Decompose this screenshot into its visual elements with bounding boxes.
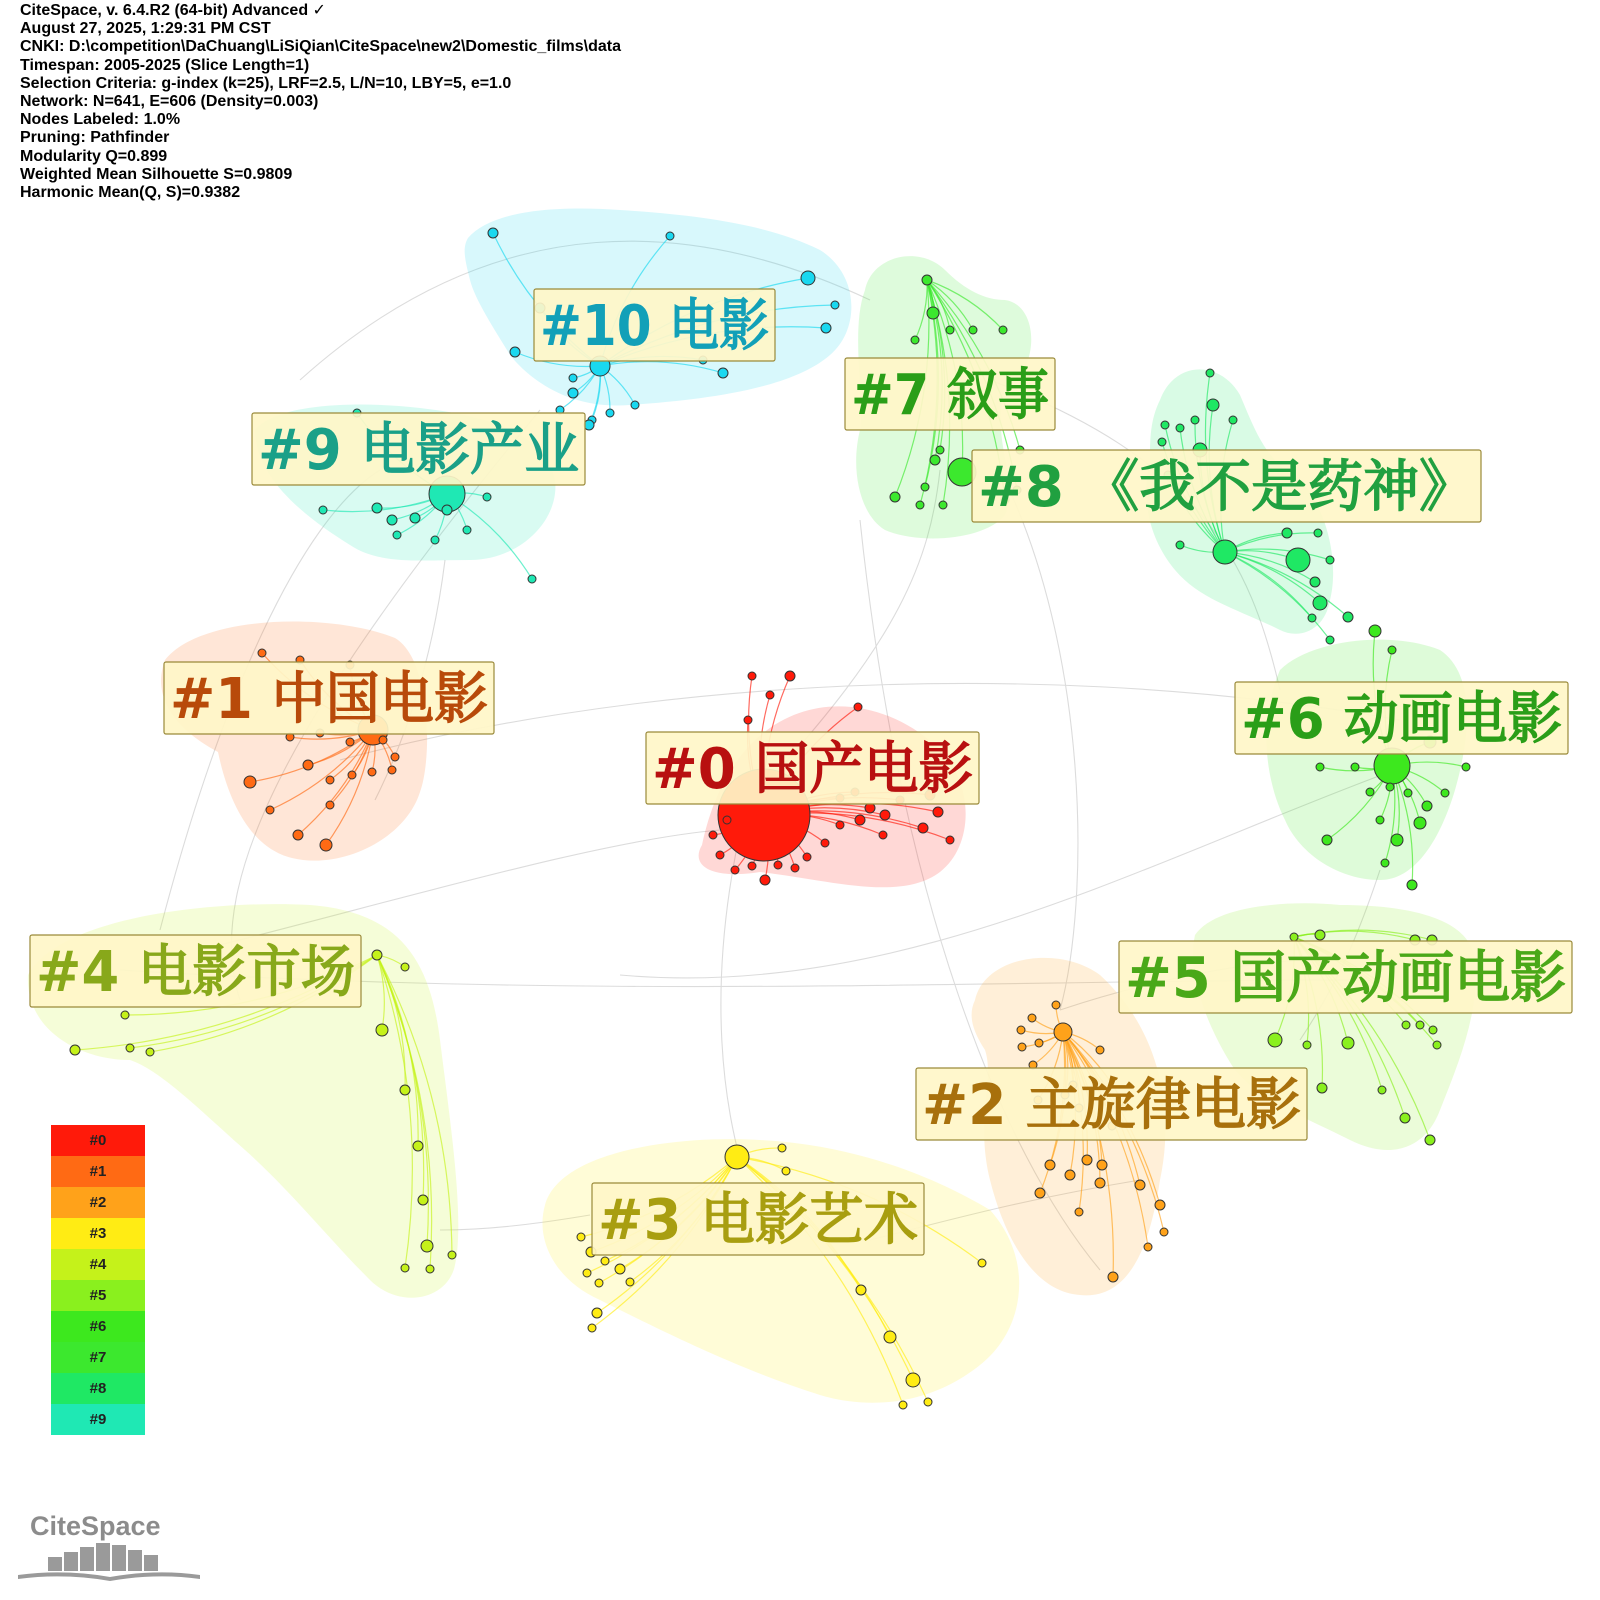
node[interactable] <box>918 823 928 833</box>
node[interactable] <box>930 455 940 465</box>
node[interactable] <box>1052 1001 1060 1009</box>
node[interactable] <box>1369 625 1381 637</box>
node[interactable] <box>126 1044 134 1052</box>
node[interactable] <box>568 388 578 398</box>
header-line: August 27, 2025, 1:29:31 PM CST <box>20 20 271 38</box>
node[interactable] <box>999 326 1007 334</box>
node[interactable] <box>1407 880 1417 890</box>
legend-item-5: #5 <box>51 1280 145 1311</box>
node[interactable] <box>1095 1178 1105 1188</box>
node[interactable] <box>146 1048 154 1056</box>
node[interactable] <box>1314 529 1322 537</box>
cluster-label-text: #3 电影艺术 <box>598 1188 918 1254</box>
node[interactable] <box>1161 421 1169 429</box>
node[interactable] <box>1206 369 1214 377</box>
header-line: Selection Criteria: g-index (k=25), LRF=2.5, L/N=10, LBY=5, e=1.0 <box>20 74 512 92</box>
node[interactable] <box>426 1265 434 1273</box>
cluster-label-5[interactable] <box>1119 941 1572 1013</box>
node[interactable] <box>483 493 491 501</box>
node[interactable] <box>666 232 674 240</box>
node[interactable] <box>401 1264 409 1272</box>
node[interactable] <box>1229 416 1237 424</box>
node[interactable] <box>1065 1170 1075 1180</box>
legend-item-0: #0 <box>51 1125 145 1156</box>
node[interactable] <box>801 271 815 285</box>
cluster-label-text: #7 叙事 <box>851 363 1049 429</box>
cluster-label-1[interactable] <box>164 662 494 734</box>
node[interactable] <box>592 1308 602 1318</box>
node[interactable] <box>463 526 471 534</box>
node[interactable] <box>1191 416 1199 424</box>
node[interactable] <box>1097 1160 1107 1170</box>
cluster-label-text: #9 电影产业 <box>258 418 579 484</box>
node[interactable] <box>413 1141 423 1151</box>
node[interactable] <box>121 1011 129 1019</box>
node[interactable] <box>946 326 954 334</box>
cluster-label-text: #4 电影市场 <box>36 940 355 1006</box>
node[interactable] <box>1416 1021 1424 1029</box>
node[interactable] <box>725 1145 749 1169</box>
node[interactable] <box>831 301 839 309</box>
node[interactable] <box>1322 835 1332 845</box>
node[interactable] <box>1160 1228 1168 1236</box>
node[interactable] <box>906 1373 920 1387</box>
node[interactable] <box>488 228 498 238</box>
node[interactable] <box>606 409 614 417</box>
header-line: Pruning: Pathfinder <box>20 129 170 147</box>
node[interactable] <box>601 1257 609 1265</box>
header-line: Network: N=641, E=606 (Density=0.003) <box>20 93 319 111</box>
node[interactable] <box>1316 763 1324 771</box>
node[interactable] <box>718 368 728 378</box>
cluster-label-text: #8 《我不是药神》 <box>978 455 1475 521</box>
node[interactable] <box>1028 1014 1036 1022</box>
node[interactable] <box>448 1251 456 1259</box>
inter-cluster-link <box>1000 470 1078 1010</box>
header-line: Modularity Q=0.899 <box>20 147 168 165</box>
cluster-label-2[interactable] <box>916 1068 1307 1140</box>
node[interactable] <box>528 575 536 583</box>
node[interactable] <box>911 336 919 344</box>
node[interactable] <box>70 1045 80 1055</box>
node[interactable] <box>266 806 274 814</box>
node[interactable] <box>856 1285 866 1295</box>
logo-book-icon <box>18 1543 200 1581</box>
node[interactable] <box>821 839 829 847</box>
node[interactable] <box>1400 1113 1410 1123</box>
citespace-logo <box>14 1505 204 1585</box>
cluster-region-3 <box>542 1139 1019 1403</box>
node[interactable] <box>1155 1200 1165 1210</box>
node[interactable] <box>855 815 865 825</box>
node[interactable] <box>709 831 717 839</box>
node[interactable] <box>1351 763 1359 771</box>
header-line: CNKI: D:\competition\DaChuang\LiSiQian\CiteSpace\new2\Domestic_films\data <box>20 38 621 56</box>
node[interactable] <box>583 1269 591 1277</box>
node[interactable] <box>348 771 356 779</box>
node[interactable] <box>1075 1208 1083 1216</box>
node[interactable] <box>1158 438 1166 446</box>
node[interactable] <box>1135 1180 1145 1190</box>
node[interactable] <box>1176 424 1184 432</box>
node[interactable] <box>1366 788 1374 796</box>
node[interactable] <box>1308 614 1316 622</box>
node[interactable] <box>1433 1041 1441 1049</box>
node[interactable] <box>1402 1021 1410 1029</box>
node[interactable] <box>879 831 887 839</box>
node[interactable] <box>1054 1023 1072 1041</box>
node[interactable] <box>921 483 929 491</box>
node[interactable] <box>401 963 409 971</box>
node[interactable] <box>936 446 944 454</box>
legend-item-9: #9 <box>51 1404 145 1435</box>
node[interactable] <box>969 326 977 334</box>
node[interactable] <box>379 736 387 744</box>
header-line: Nodes Labeled: 1.0% <box>20 111 181 129</box>
legend-item-8: #8 <box>51 1373 145 1404</box>
cluster-color-legend <box>51 1125 145 1435</box>
cluster-label-text: #1 中国电影 <box>170 667 488 733</box>
node[interactable] <box>1096 1046 1104 1054</box>
node[interactable] <box>803 853 811 861</box>
node[interactable] <box>1425 1135 1435 1145</box>
node[interactable] <box>939 501 947 509</box>
node[interactable] <box>1429 1026 1437 1034</box>
node[interactable] <box>791 864 799 872</box>
node[interactable] <box>978 1259 986 1267</box>
node[interactable] <box>1207 399 1219 411</box>
node[interactable] <box>748 862 756 870</box>
node[interactable] <box>1381 859 1389 867</box>
node[interactable] <box>1176 541 1184 549</box>
node[interactable] <box>1268 1033 1282 1047</box>
cluster-label-7[interactable] <box>845 358 1055 430</box>
header-line: CiteSpace, v. 6.4.R2 (64-bit) Advanced ✓ <box>20 2 326 19</box>
node[interactable] <box>258 649 266 657</box>
node[interactable] <box>1404 789 1412 797</box>
node[interactable] <box>588 1324 596 1332</box>
node[interactable] <box>766 691 774 699</box>
legend-item-1: #1 <box>51 1156 145 1187</box>
node[interactable] <box>1326 636 1334 644</box>
node[interactable] <box>922 275 932 285</box>
node[interactable] <box>927 307 939 319</box>
node[interactable] <box>400 1085 410 1095</box>
legend-item-4: #4 <box>51 1249 145 1280</box>
node[interactable] <box>1388 646 1396 654</box>
cluster-label-text: #0 国产电影 <box>652 737 973 803</box>
node[interactable] <box>595 1279 603 1287</box>
node[interactable] <box>372 503 382 513</box>
cluster-region-6 <box>1266 640 1467 880</box>
node[interactable] <box>1422 801 1432 811</box>
cluster-label-10[interactable] <box>534 289 775 361</box>
node[interactable] <box>1414 817 1426 829</box>
node[interactable] <box>387 515 397 525</box>
node[interactable] <box>723 816 731 824</box>
node[interactable] <box>421 1240 433 1252</box>
node[interactable] <box>615 1264 625 1274</box>
cluster-label-text: #5 国产动画电影 <box>1125 946 1566 1012</box>
node[interactable] <box>1376 816 1384 824</box>
node[interactable] <box>1303 1041 1311 1049</box>
node[interactable] <box>778 1144 786 1152</box>
node[interactable] <box>785 671 795 681</box>
node[interactable] <box>924 1398 932 1406</box>
node[interactable] <box>899 1401 907 1409</box>
node[interactable] <box>760 875 770 885</box>
node[interactable] <box>1342 1037 1354 1049</box>
node[interactable] <box>1082 1155 1092 1165</box>
cluster-label-text: #2 主旋律电影 <box>922 1073 1301 1139</box>
node[interactable] <box>1045 1160 1055 1170</box>
node[interactable] <box>303 760 313 770</box>
node[interactable] <box>744 716 752 724</box>
legend-item-7: #7 <box>51 1342 145 1373</box>
legend-item-2: #2 <box>51 1187 145 1218</box>
cluster-label-0[interactable] <box>646 732 979 804</box>
cluster-label-9[interactable] <box>252 413 585 485</box>
node[interactable] <box>1343 612 1353 622</box>
node[interactable] <box>731 866 739 874</box>
node[interactable] <box>320 839 332 851</box>
node[interactable] <box>319 506 327 514</box>
node[interactable] <box>1144 1243 1152 1251</box>
cluster-label-6[interactable] <box>1235 682 1568 754</box>
node[interactable] <box>442 505 452 515</box>
node[interactable] <box>577 1233 585 1241</box>
cluster-label-8[interactable] <box>972 450 1481 522</box>
cluster-label-text: #6 动画电影 <box>1241 687 1562 753</box>
node[interactable] <box>326 776 334 784</box>
cluster-label-text: #10 电影 <box>540 294 769 360</box>
node[interactable] <box>884 1331 896 1343</box>
node[interactable] <box>821 323 831 333</box>
node[interactable] <box>1035 1039 1043 1047</box>
logo-text: CiteSpace <box>30 1511 161 1541</box>
node[interactable] <box>293 830 303 840</box>
node[interactable] <box>782 1167 790 1175</box>
node[interactable] <box>1391 834 1403 846</box>
legend-item-3: #3 <box>51 1218 145 1249</box>
node[interactable] <box>1386 783 1394 791</box>
node[interactable] <box>388 766 396 774</box>
node[interactable] <box>1462 763 1470 771</box>
node[interactable] <box>1378 1086 1386 1094</box>
node[interactable] <box>1035 1188 1045 1198</box>
node[interactable] <box>1018 1043 1026 1051</box>
node[interactable] <box>1282 528 1292 538</box>
node[interactable] <box>418 1195 428 1205</box>
node[interactable] <box>774 861 782 869</box>
node[interactable] <box>716 851 724 859</box>
node[interactable] <box>1313 596 1327 610</box>
node[interactable] <box>933 807 943 817</box>
node[interactable] <box>1108 1272 1118 1282</box>
node[interactable] <box>1315 930 1325 940</box>
node[interactable] <box>326 801 334 809</box>
node[interactable] <box>890 492 900 502</box>
node[interactable] <box>1290 933 1298 941</box>
node[interactable] <box>1326 556 1334 564</box>
node[interactable] <box>1310 577 1320 587</box>
node[interactable] <box>372 950 382 960</box>
node[interactable] <box>631 401 639 409</box>
node[interactable] <box>916 501 924 509</box>
node[interactable] <box>946 836 954 844</box>
node[interactable] <box>244 776 256 788</box>
node[interactable] <box>569 374 577 382</box>
node[interactable] <box>346 738 354 746</box>
node[interactable] <box>510 347 520 357</box>
node[interactable] <box>368 768 376 776</box>
node[interactable] <box>1441 789 1449 797</box>
node[interactable] <box>431 536 439 544</box>
node[interactable] <box>1017 1026 1025 1034</box>
cluster-label-4[interactable] <box>30 935 361 1007</box>
node[interactable] <box>1317 1083 1327 1093</box>
node[interactable] <box>391 753 399 761</box>
node[interactable] <box>376 1024 388 1036</box>
node[interactable] <box>1286 548 1310 572</box>
node[interactable] <box>1213 540 1237 564</box>
header-line: Weighted Mean Silhouette S=0.9809 <box>20 165 293 183</box>
header-line: Harmonic Mean(Q, S)=0.9382 <box>20 184 241 202</box>
cluster-label-3[interactable] <box>592 1183 924 1255</box>
node[interactable] <box>854 703 862 711</box>
node[interactable] <box>393 531 401 539</box>
header-line: Timespan: 2005-2025 (Slice Length=1) <box>20 56 310 74</box>
node[interactable] <box>626 1278 634 1286</box>
node[interactable] <box>880 810 890 820</box>
node[interactable] <box>836 821 844 829</box>
legend-item-6: #6 <box>51 1311 145 1342</box>
node[interactable] <box>748 672 756 680</box>
node[interactable] <box>410 513 420 523</box>
